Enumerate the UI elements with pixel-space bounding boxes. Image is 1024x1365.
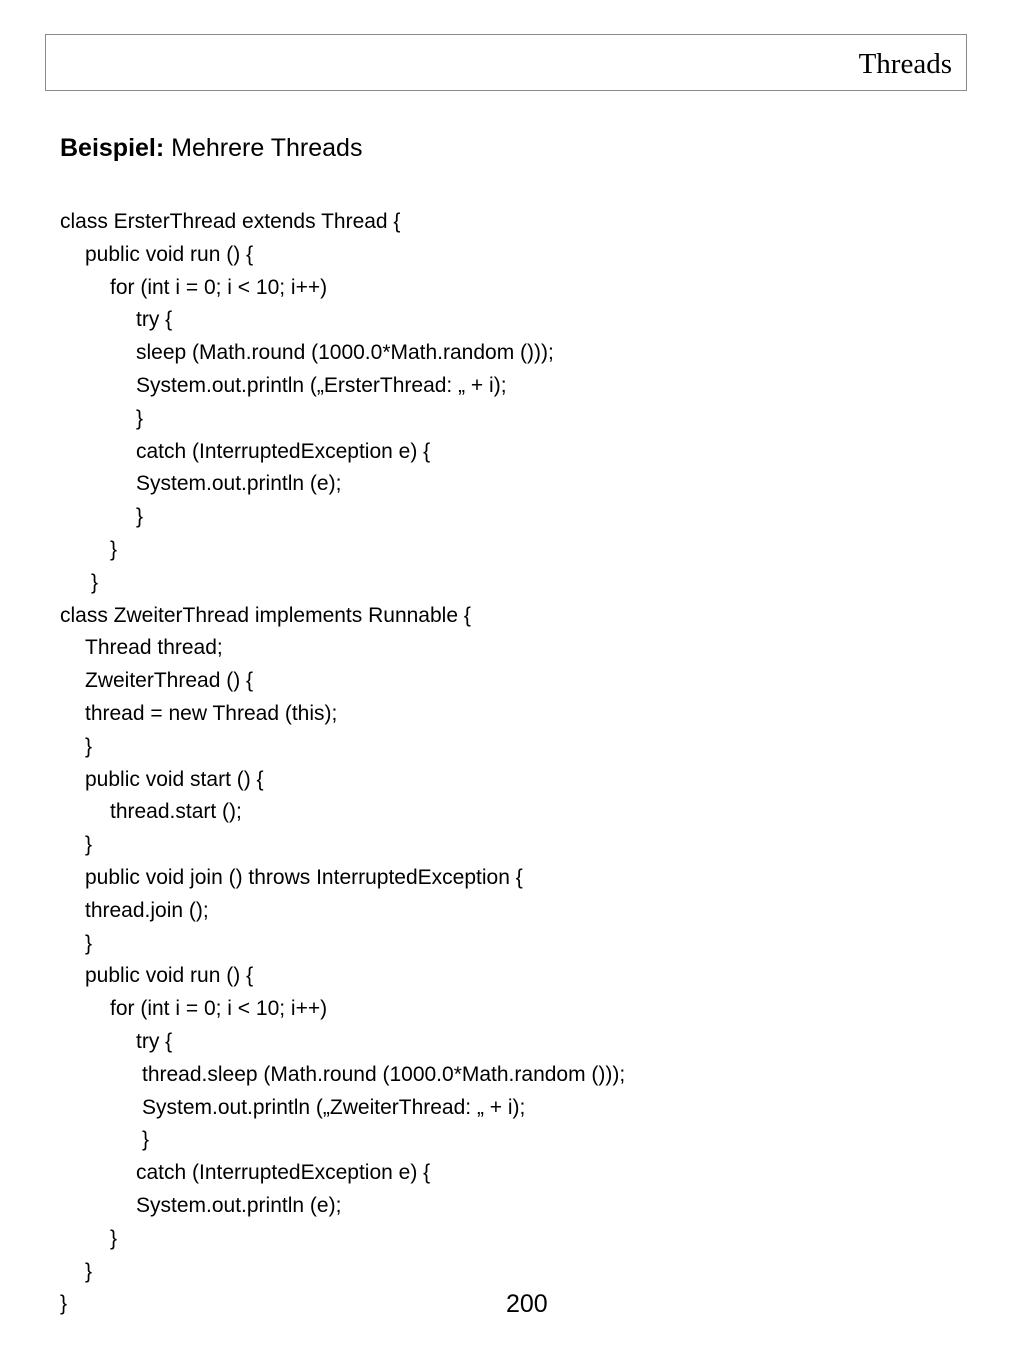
code-line: }	[85, 833, 93, 857]
code-line: catch (InterruptedException e) {	[136, 1161, 431, 1185]
code-line: }	[142, 1128, 150, 1152]
code-line: System.out.println („ZweiterThread: „ + i);	[142, 1095, 526, 1119]
code-line: try {	[136, 1029, 173, 1053]
code-line: class ErsterThread extends Thread {	[60, 210, 401, 233]
code-line: System.out.println (e);	[136, 472, 342, 496]
code-line: }	[136, 406, 144, 430]
code-line: }	[60, 1292, 68, 1316]
page-number: 200	[506, 1290, 548, 1318]
code-line: public void start () {	[85, 767, 264, 791]
code-line: public void run () {	[85, 242, 254, 266]
code-line: }	[85, 734, 93, 758]
code-line: System.out.println (e);	[136, 1193, 342, 1217]
code-line: System.out.println („ErsterThread: „ + i);	[136, 373, 507, 397]
code-line: for (int i = 0; i < 10; i++)	[110, 275, 328, 299]
code-line: thread = new Thread (this);	[85, 701, 338, 725]
code-line: }	[110, 537, 118, 561]
code-line: public void run () {	[85, 964, 254, 988]
code-line: public void join () throws InterruptedException {	[85, 865, 523, 889]
code-listing	[60, 206, 625, 1321]
code-line: thread.start ();	[110, 800, 242, 824]
code-line: Thread thread;	[85, 636, 223, 660]
slide-title: Threads	[858, 48, 952, 80]
example-heading	[60, 132, 362, 164]
code-line: sleep (Math.round (1000.0*Math.random ()));	[136, 341, 554, 365]
code-line: thread.join ();	[85, 898, 209, 922]
code-line: }	[85, 1259, 93, 1283]
code-line: ZweiterThread () {	[85, 669, 254, 693]
example-title: Mehrere Threads	[164, 134, 363, 162]
slide-header	[45, 34, 967, 91]
code-line: }	[136, 505, 144, 529]
code-line: for (int i = 0; i < 10; i++)	[110, 997, 328, 1021]
code-line: }	[110, 1226, 118, 1250]
code-line: class ZweiterThread implements Runnable {	[60, 603, 471, 627]
code-line: }	[91, 570, 99, 594]
code-line: catch (InterruptedException e) {	[136, 439, 431, 463]
example-label: Beispiel:	[60, 134, 165, 162]
code-line: }	[85, 931, 93, 955]
code-line: try {	[136, 308, 173, 332]
code-line: thread.sleep (Math.round (1000.0*Math.random ()));	[142, 1062, 626, 1086]
